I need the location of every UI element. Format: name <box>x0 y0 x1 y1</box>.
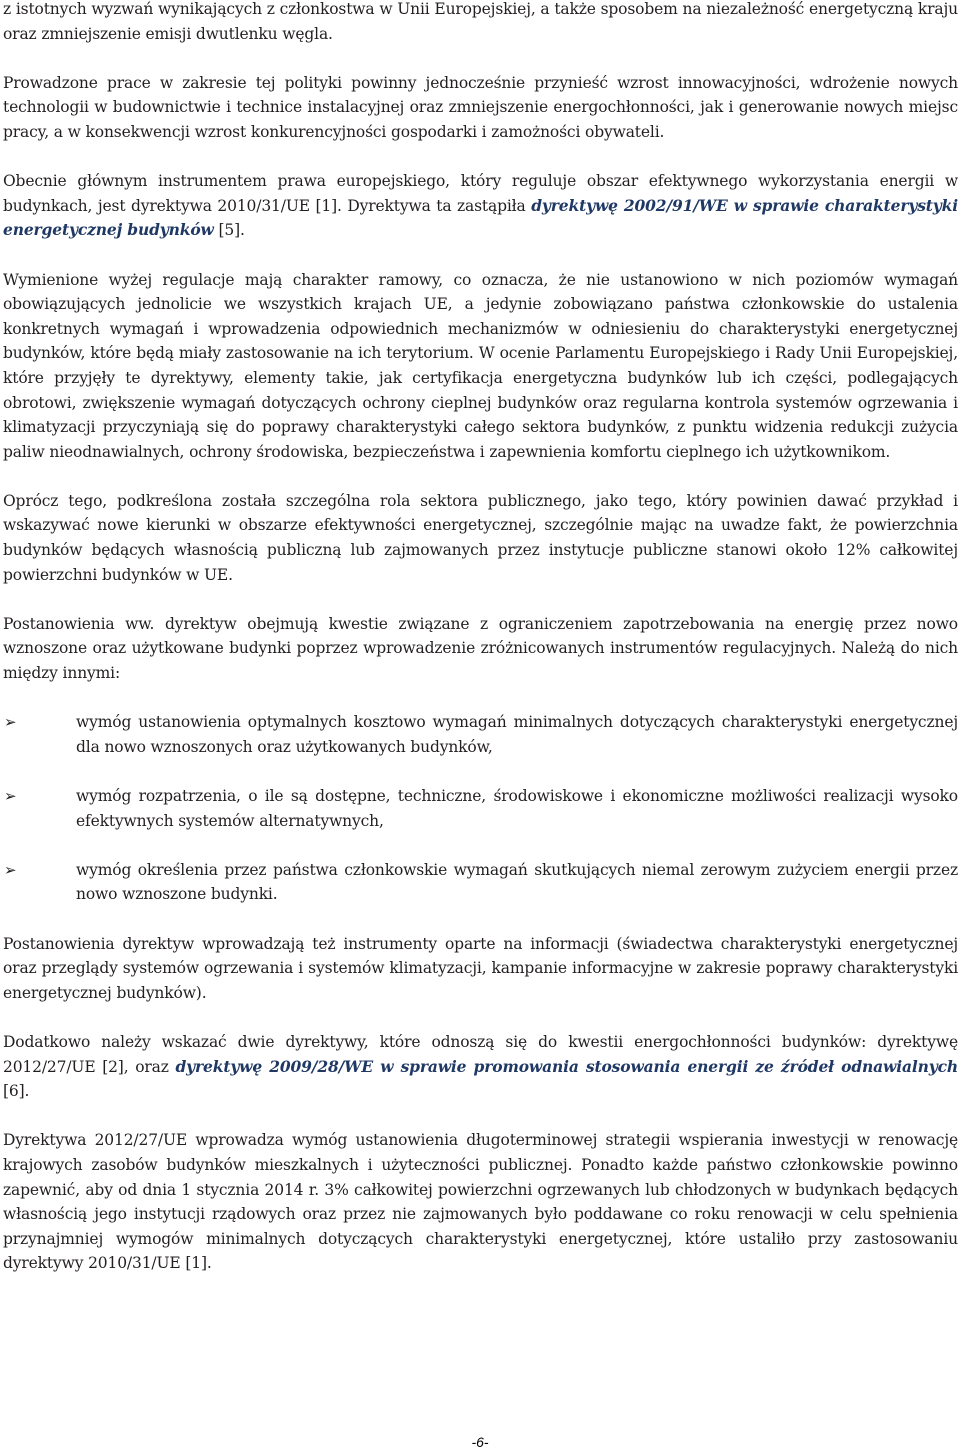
list-item <box>3 858 958 907</box>
paragraph-information-instruments: Postanowienia dyrektyw wprowadzają też instrumenty oparte na informacji (świadectwa charakterystyki energetycznej oraz przeglądy systemów ogrzewania i systemów klimatyzacji, kampanie informacyjne w zakresie poprawy charakterystyki energetycznej budynków). <box>3 934 958 1002</box>
arrow-bullet-icon: ➢ <box>4 860 17 879</box>
paragraph-spacer <box>3 907 958 932</box>
paragraph-spacer <box>3 1005 958 1030</box>
list-item <box>3 784 958 833</box>
list-item-text: wymóg rozpatrzenia, o ile są dostępne, techniczne, środowiskowe i ekonomiczne możliwości realizacji wysoko efektywnych systemów alternatywnych, <box>76 787 958 830</box>
requirements-list <box>3 710 958 907</box>
directive-2002-91-link[interactable]: dyrektywę 2002/91/WE w sprawie charakterystyki energetycznej budynków <box>3 195 958 240</box>
document-page <box>3 0 958 1276</box>
paragraph-spacer <box>3 145 958 170</box>
paragraph-spacer <box>3 243 958 268</box>
paragraph-spacer <box>3 587 958 612</box>
paragraph-intro-continuation: z istotnych wyzwań wynikających z członkostwa w Unii Europejskiej, a także sposobem na niezależność energetyczną kraju oraz zmniejszenie emisji dwutlenku węgla. <box>3 0 958 43</box>
list-item-text: wymóg określenia przez państwa członkowskie wymagań skutkujących niemal zerowym zużyciem energii przez nowo wznoszone budynki. <box>76 860 958 904</box>
paragraph-text: [6]. <box>3 1082 30 1101</box>
paragraph-spacer <box>3 464 958 489</box>
paragraph-text: Obecnie głównym instrumentem prawa europejskiego, który reguluje obszar efektywnego wykorzystania energii w budynkach, jest dyrektywa 2010/31/UE [1]. Dyrektywa ta zastąpiła <box>3 172 958 215</box>
paragraph-additional-directives <box>3 1030 958 1104</box>
list-item <box>3 710 958 759</box>
paragraph-directive-2012-27: Dyrektywa 2012/27/UE wprowadza wymóg ustanowienia długoterminowej strategii wspierania inwestycji w renowację krajowych zasobów budynków mieszkalnych i użyteczności publicznej. Ponadto każde państwo członkowskie powinno zapewnić, aby od dnia 1 stycznia 2014 r. 3% całkowitej powierzchni ogrzewanych lub chłodzonych w budynkach będących własnością jego instytucji rządowych oraz przez nie zajmowanych było poddawane co roku renowacji w celu spełnienia przynajmniej wymogów minimalnych dotyczących charakterystyki energetycznej, które ustaliło przy zastosowaniu dyrektywy 2010/31/UE [1]. <box>3 1131 958 1273</box>
paragraph-directive-provisions: Postanowienia ww. dyrektyw obejmują kwestie związane z ograniczeniem zapotrzebowania na energię przez nowo wznoszone oraz użytkowane budynki poprzez wprowadzenie zróżnicowanych instrumentów regulacyjnych. Należą do nich między innymi: <box>3 614 958 683</box>
arrow-bullet-icon: ➢ <box>4 713 17 732</box>
paragraph-spacer <box>3 1104 958 1129</box>
paragraph-spacer <box>3 46 958 71</box>
paragraph-text: [5]. <box>213 221 245 240</box>
paragraph-public-sector: Oprócz tego, podkreślona została szczególna rola sektora publicznego, jako tego, który powinien dawać przykład i wskazywać nowe kierunki w obszarze efektywności energetycznej, szczególnie mając na uwadze fakt, że powierzchnia budynków będących własnością publiczną lub zajmowanych przez instytucje publiczne stanowi około 12% całkowitej powierzchni budynków w UE. <box>3 491 958 584</box>
directive-2009-28-link[interactable]: dyrektywę 2009/28/WE w sprawie promowania stosowania energii ze źródeł odnawialnych <box>175 1056 958 1076</box>
paragraph-main-instrument <box>3 169 958 243</box>
page-number: -6- <box>471 1434 489 1450</box>
arrow-bullet-icon: ➢ <box>4 787 17 805</box>
paragraph-framework-regulations: Wymienione wyżej regulacje mają charakter ramowy, co oznacza, że nie ustanowiono w nich poziomów wymagań obowiązujących jednolicie we wszystkich krajach UE, a jedynie zobowiązano państwa członkowskie do ustalenia konkretnych wymagań i wprowadzenia odpowiednich mechanizmów w odniesieniu do charakterystyki energetycznej budynków, które będą miały zastosowanie na ich terytorium. W ocenie Parlamentu Europejskiego i Rady Unii Europejskiej, które przyjęły te dyrektywy, elementy takie, jak certyfikacja energetyczna budynków lub ich części, podlegających obrotowi, zwiększenie wymagań dotyczących ochrony cieplnej budynków oraz regularna kontrola systemów ogrzewania i klimatyzacji przyczyniają się do poprawy charakterystyki całego sektora budynków, z punktu widzenia redukcji zużycia paliw nieodnawialnych, ochrony środowiska, bezpieczeństwa i zapewnienia komfortu cieplnego ich użytkownikom. <box>3 270 958 461</box>
paragraph-policy-work: Prowadzone prace w zakresie tej polityki powinny jednocześnie przynieść wzrost innowacyjności, wdrożenie nowych technologii w budownictwie i technice instalacyjnej oraz zmniejszenie energochłonności, jak i generowanie nowych miejsc pracy, a w konsekwencji wzrost konkurencyjności gospodarki i zamożności obywateli. <box>3 73 958 141</box>
paragraph-spacer <box>3 686 958 711</box>
paragraph-text: Dodatkowo należy wskazać dwie dyrektywy, które odnoszą się do kwestii energochłonności budynków: dyrektywę 2012/27/UE [2], oraz <box>3 1032 958 1076</box>
list-item-text: wymóg ustanowienia optymalnych kosztowo wymagań minimalnych dotyczących charakterystyki energetycznej dla nowo wznoszonych oraz użytkowanych budynków, <box>76 713 958 756</box>
